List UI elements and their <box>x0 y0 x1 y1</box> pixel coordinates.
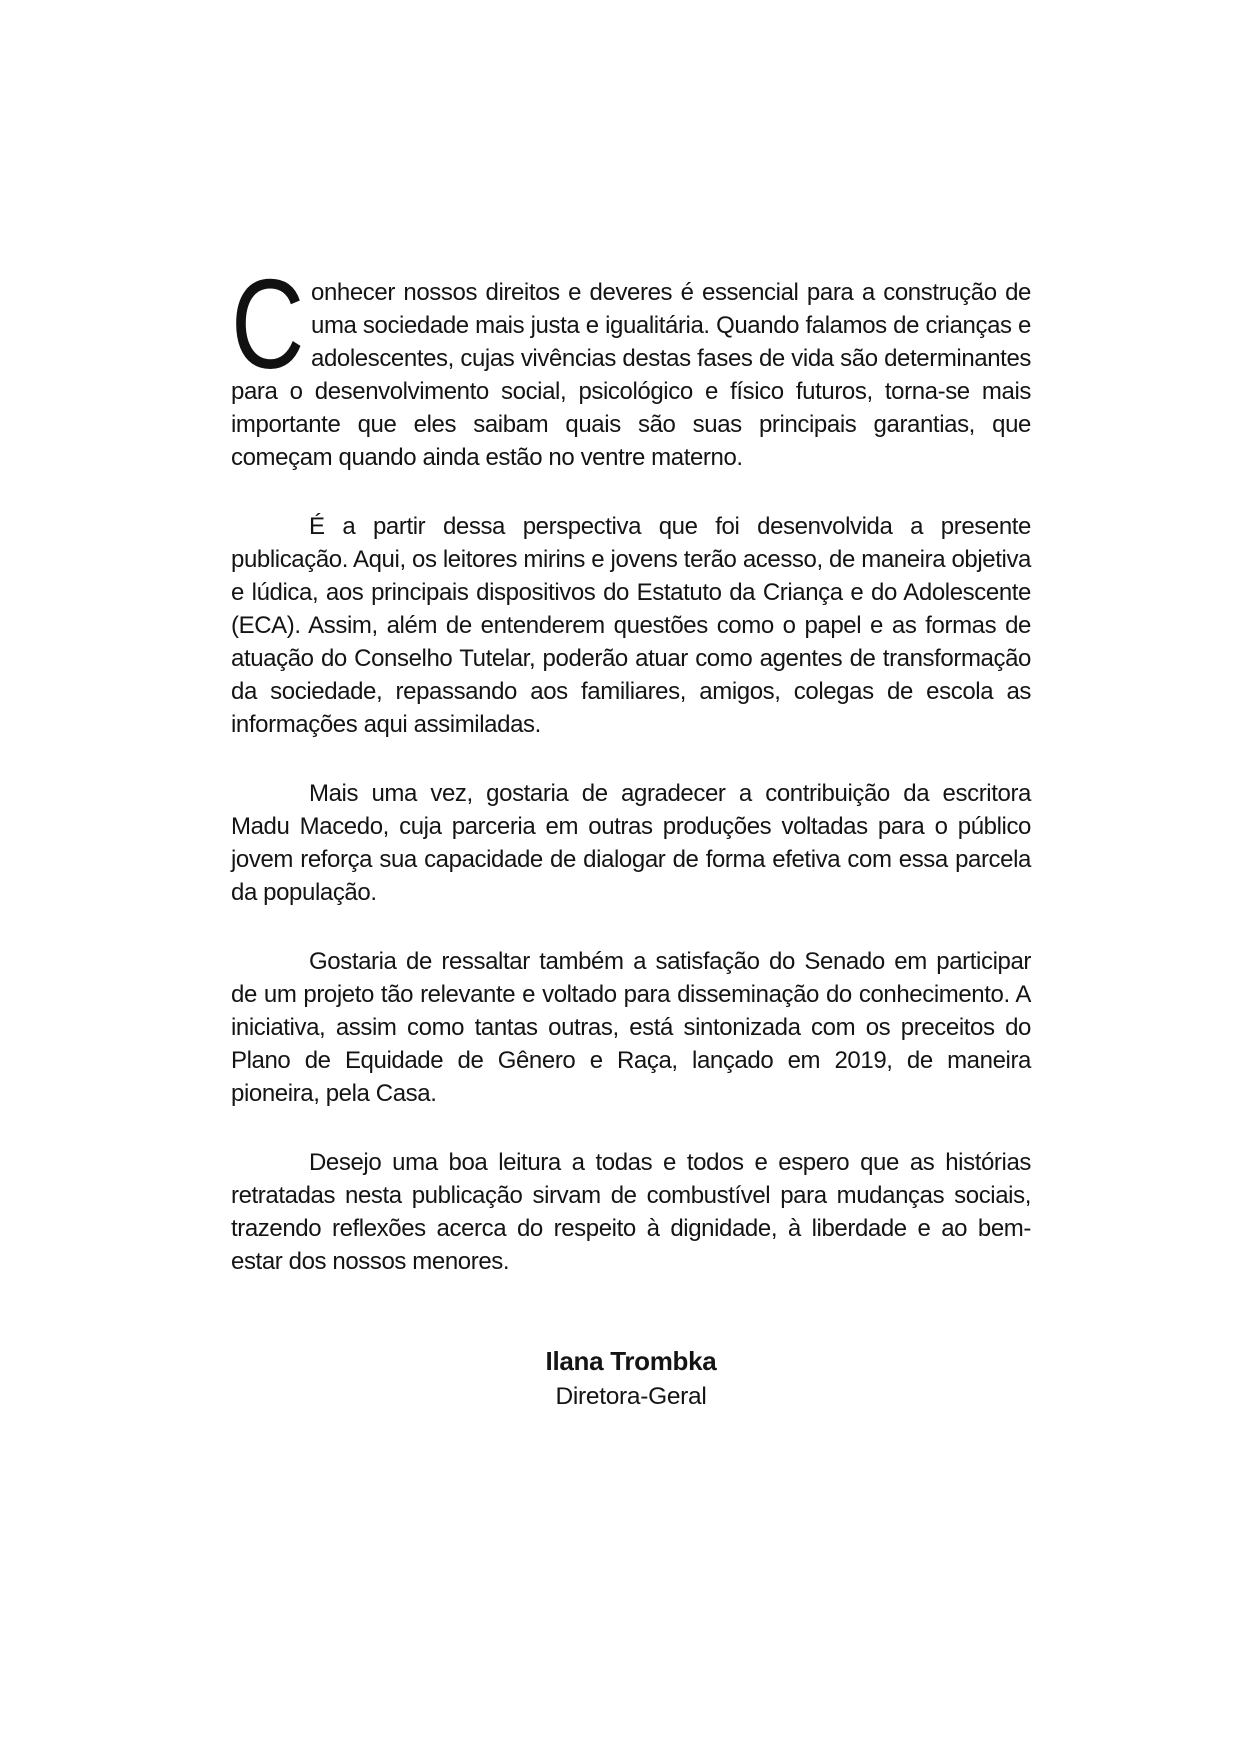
paragraph-3: Mais uma vez, gostaria de agradecer a contribuição da escritora Madu Macedo, cuja parceria em outras produções voltadas para o público jovem reforça sua capacidade de dialogar de forma efetiva com essa parcela da população. <box>231 780 1031 906</box>
paragraph-5: Desejo uma boa leitura a todas e todos e espero que as histórias retratadas nesta publicação sirvam de combustível para mudanças sociais, trazendo reflexões acerca do respeito à dignidade, à liberdade e ao bem-estar dos nossos menores. <box>231 1149 1031 1275</box>
paragraph-1-text: onhecer nossos direitos e deveres é essencial para a construção de uma sociedade mais justa e igualitária. Quando falamos de crianças e adolescentes, cujas vivências destas fases de vida são determinantes para o desenvolvimento social, psicológico e físico futuros, torna-se mais importante que eles saibam quais são suas principais garantias, que começam quando ainda estão no ventre materno. <box>231 279 1031 471</box>
signature-title: Diretora-Geral <box>555 1383 707 1410</box>
drop-cap-letter: C <box>231 253 305 395</box>
paragraph-2: É a partir dessa perspectiva que foi desenvolvida a presente publicação. Aqui, os leitores mirins e jovens terão acesso, de maneira objetiva e lúdica, aos principais dispositivos do Estatuto da Criança e do Adolescente (ECA). Assim, além de entenderem questões como o papel e as formas de atuação do Conselho Tutelar, poderão atuar como agentes de transformação da sociedade, repassando aos familiares, amigos, colegas de escola as informações aqui assimiladas. <box>231 513 1031 738</box>
paragraph-1 <box>231 253 1031 474</box>
signature-name: Ilana Trombka <box>545 1346 717 1376</box>
foreword-text-block <box>231 253 1031 1414</box>
signature-block <box>231 1344 1031 1414</box>
paragraph-4: Gostaria de ressaltar também a satisfação do Senado em participar de um projeto tão relevante e voltado para disseminação do conhecimento. A iniciativa, assim como tantas outras, está sintonizada com os preceitos do Plano de Equidade de Gênero e Raça, lançado em 2019, de maneira pioneira, pela Casa. <box>231 948 1031 1107</box>
